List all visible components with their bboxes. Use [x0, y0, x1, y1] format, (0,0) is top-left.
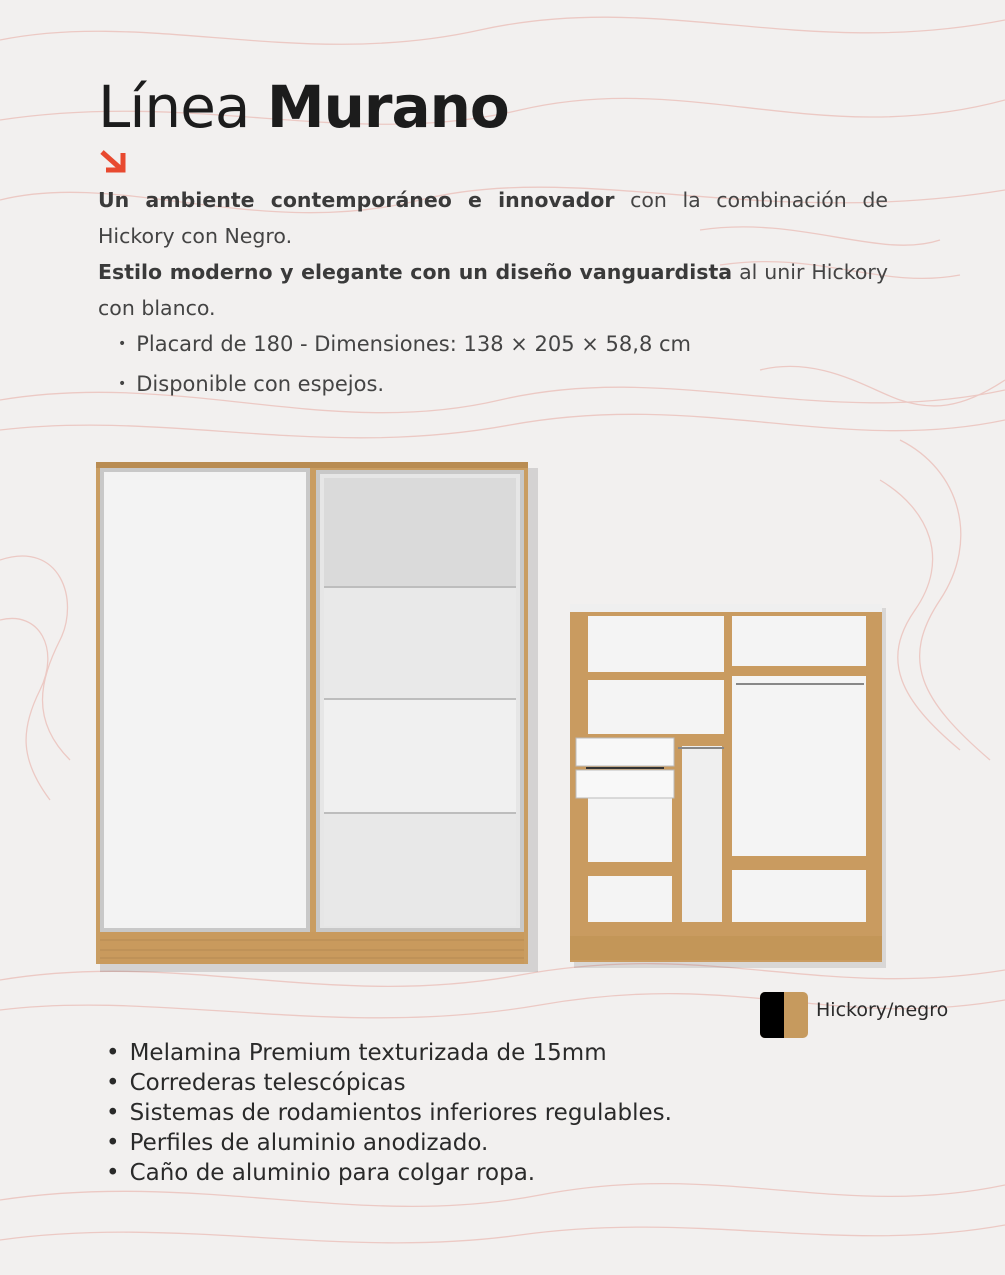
feature-item: • Perfiles de aluminio anodizado. — [106, 1128, 672, 1158]
intro-rest-1: con la combinación de Hickory con Negro. — [98, 188, 888, 248]
spec-item: • Disponible con espejos. — [118, 366, 691, 406]
page-title — [98, 72, 509, 142]
feature-item: • Caño de aluminio para colgar ropa. — [106, 1158, 672, 1188]
title-bold: Murano — [266, 73, 509, 141]
intro-highlight-2: Estilo moderno y elegante con un diseño vanguardista — [98, 260, 733, 284]
arrow-down-right-icon — [98, 146, 128, 176]
wardrobe-open-image — [566, 600, 886, 968]
feature-item: • Melamina Premium texturizada de 15mm — [106, 1038, 672, 1068]
intro-paragraph-2 — [98, 254, 888, 326]
intro-highlight-1: Un ambiente contemporáneo e innovador — [98, 188, 615, 212]
spec-item: • Placard de 180 - Dimensiones: 138 × 205 × 58,8 cm — [118, 326, 691, 366]
spec-list — [118, 326, 691, 406]
wardrobe-closed-image — [92, 458, 538, 972]
feature-list — [106, 1038, 672, 1188]
hickory-negro-swatch — [760, 992, 808, 1038]
swatch-label: Hickory/negro — [816, 999, 949, 1021]
intro-text — [98, 182, 888, 326]
feature-item: • Correderas telescópicas — [106, 1068, 672, 1098]
intro-paragraph-1 — [98, 182, 888, 254]
title-light: Línea — [98, 73, 250, 141]
feature-item: • Sistemas de rodamientos inferiores regulables. — [106, 1098, 672, 1128]
intro-rest-2: al unir Hickory con blanco. — [98, 260, 888, 320]
